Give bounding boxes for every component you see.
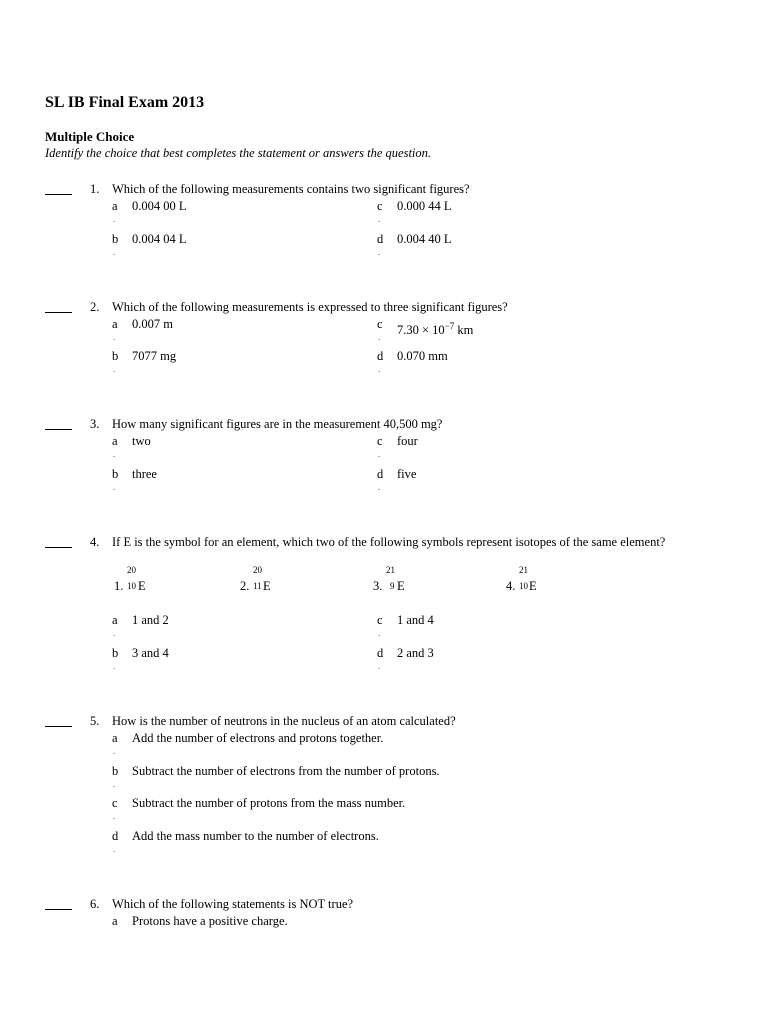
choice-text: Add the number of electrons and protons together. (132, 731, 384, 745)
choice-letter: a (112, 199, 118, 213)
choice-letter: c (377, 317, 383, 331)
choice-text: 1 and 4 (397, 613, 434, 627)
choice-letter: c (112, 796, 118, 810)
question-text: Which of the following measurements is expressed to three significant figures? (112, 300, 508, 314)
question-text: How is the number of neutrons in the nucleus of an atom calculated? (112, 714, 456, 728)
question-text: Which of the following statements is NOT true? (112, 897, 354, 911)
choice-text: 3 and 4 (132, 646, 169, 660)
choice-letter: a (112, 731, 118, 745)
choice-text: $7.30 \times 10^{-7}$ km (397, 321, 474, 337)
choice-text: four (397, 434, 418, 448)
choice-letter: b (112, 349, 119, 363)
question-text: Which of the following measurements contains two significant figures? (112, 182, 470, 196)
question-number: 2. (90, 300, 100, 314)
question-number: 3. (90, 417, 100, 431)
choice-letter: d (377, 232, 384, 246)
choice-text: 2 and 3 (397, 646, 434, 660)
question-number: 1. (90, 182, 100, 196)
choice-letter: d (377, 349, 384, 363)
choice-letter: d (377, 467, 384, 481)
choice-letter: d (112, 829, 119, 843)
choice-letter: d (377, 646, 384, 660)
answer-blank[interactable] (45, 417, 72, 430)
instructions: Identify the choice that best completes the statement or answers the question. (45, 146, 432, 160)
choice-letter: c (377, 199, 383, 213)
choice-text: 0.000 44 L (397, 199, 452, 213)
choice-text: two (132, 434, 151, 448)
choice-text: 1 and 2 (132, 613, 169, 627)
question-number: 4. (90, 535, 100, 549)
choice-letter: b (112, 764, 119, 778)
exam-title: SL IB Final Exam 2013 (45, 94, 205, 111)
choice-letter: c (377, 613, 383, 627)
choice-text: five (397, 467, 417, 481)
section-heading: Multiple Choice (45, 129, 135, 144)
choice-text: Subtract the number of electrons from the number of protons. (132, 764, 440, 778)
question-number: 5. (90, 714, 100, 728)
choice-text: 0.004 40 L (397, 232, 452, 246)
choice-letter: b (112, 467, 119, 481)
choice-text: Add the mass number to the number of electrons. (132, 829, 379, 843)
choice-letter: a (112, 317, 118, 331)
answer-blank[interactable] (45, 182, 72, 195)
choice-letter: a (112, 914, 118, 928)
answer-blank[interactable] (45, 897, 72, 910)
choice-text: 0.004 00 L (132, 199, 187, 213)
question-text: If E is the symbol for an element, which two of the following symbols represent isotopes of the same element? (112, 535, 666, 549)
choice-letter: b (112, 646, 119, 660)
choice-text: 0.007 m (132, 317, 173, 331)
answer-blank[interactable] (45, 714, 72, 727)
exam-page: SL IB Final Exam 2013 Multiple Choice Identify the choice that best completes the statement or answers the question. 1. Which of the following measurements contains two significant figures? a . 0.004 00 L b . 0.004 04 L c . 0.000 44 L d . 0.004 40 L 2. Which of the following measurements is expressed to three significant figures? a . 0.007 m b . 7077 mg c . $7.30 \times 10^{-7}$ km d . 0.070 mm 3. How many significant figures are in the measurement 40,500 mg? a . two b . three c . four d . five 4. If E is the symbol for an element, which two of the following symbols represent isotopes of the same element? 1. 20 10 E 2. 20 11 E 3. 21 9 E 4. 21 10 E a . 1 and 2 b . 3 and 4 c . 1 and 4 d . 2 and 3 5. How is the number of neutrons in the nucleus of an atom calculated? a . Add the number of electrons and protons together. b . Subtract the number of electrons from the number of protons. c . Subtract the number of protons from the mass number. d . Add the mass number to the number of electrons. 6. Which of the following statements is NOT true? a Protons have a positive charge. (0, 0, 768, 1024)
choice-letter: b (112, 232, 119, 246)
choice-letter: c (377, 434, 383, 448)
choice-letter: a (112, 434, 118, 448)
question-text: How many significant figures are in the measurement 40,500 mg? (112, 417, 443, 431)
question-number: 6. (90, 897, 100, 911)
answer-blank[interactable] (45, 535, 72, 548)
choice-text: 0.004 04 L (132, 232, 187, 246)
choice-text: three (132, 467, 157, 481)
answer-blank[interactable] (45, 300, 72, 313)
choice-text: Protons have a positive charge. (132, 914, 288, 928)
choice-text: 7077 mg (132, 349, 177, 363)
choice-text: Subtract the number of protons from the mass number. (132, 796, 406, 810)
choice-text: 0.070 mm (397, 349, 448, 363)
choice-letter: a (112, 613, 118, 627)
